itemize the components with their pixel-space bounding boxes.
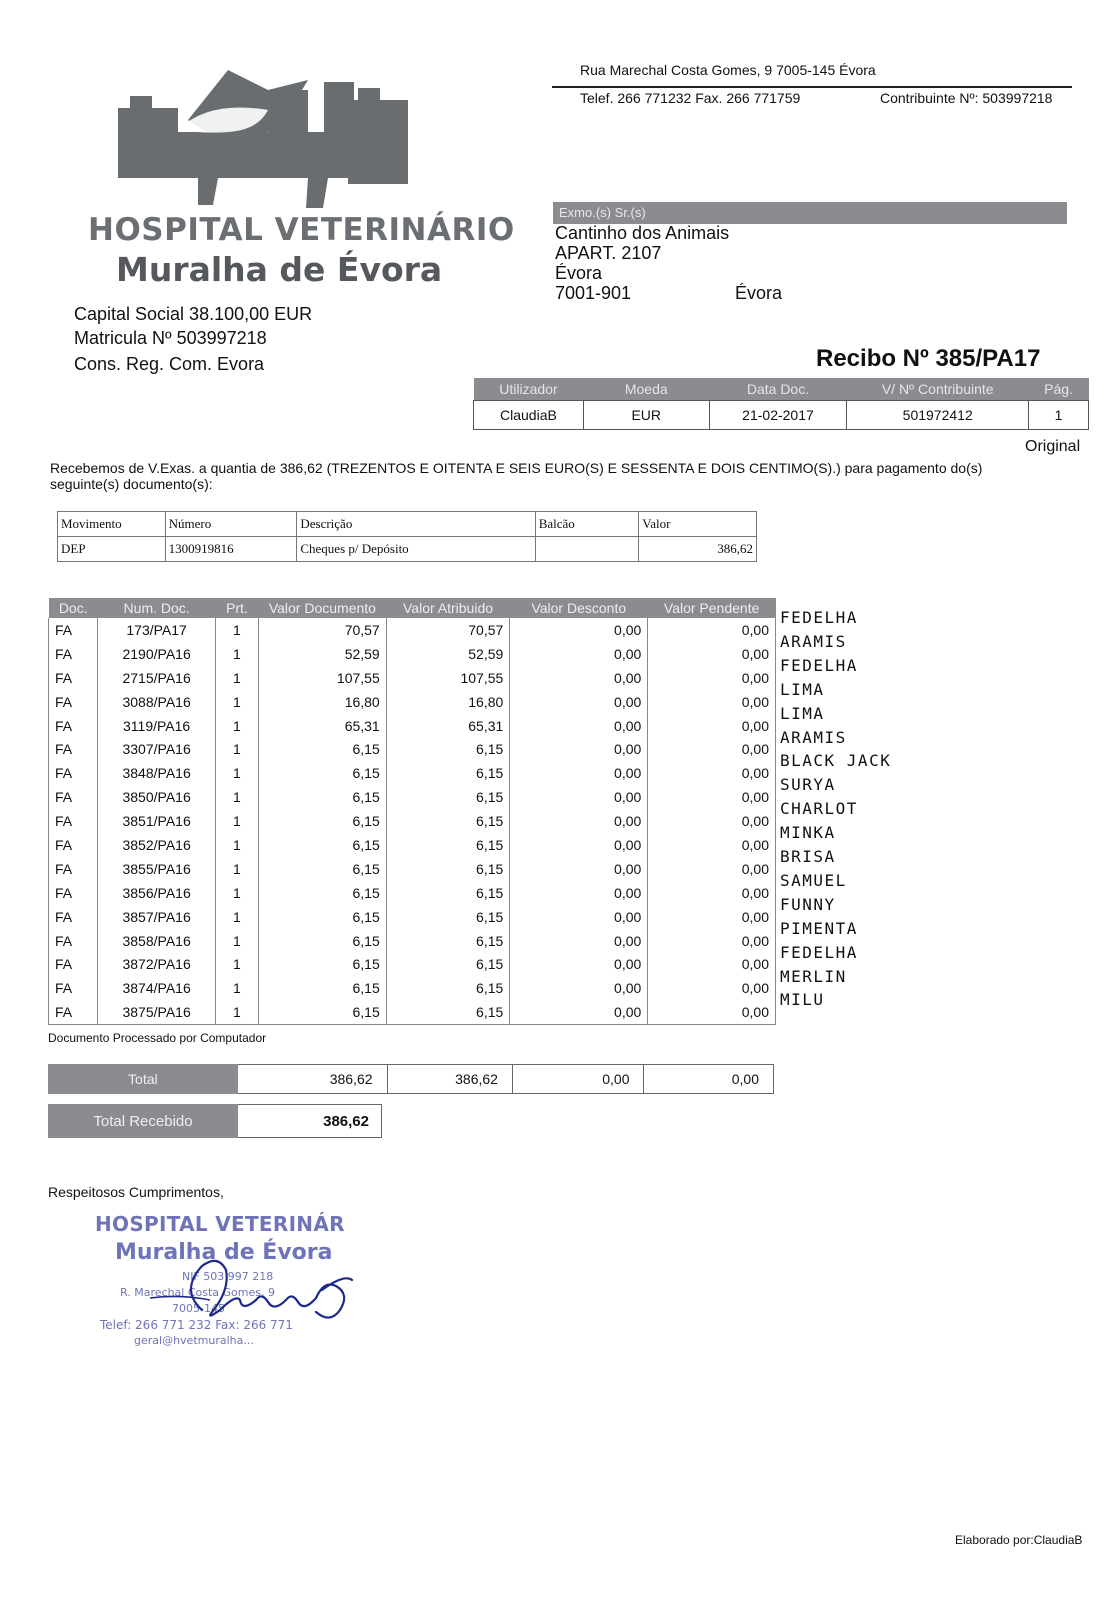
doc-prt: 1 bbox=[215, 809, 258, 833]
table-row bbox=[49, 1000, 776, 1024]
doc-type: FA bbox=[49, 642, 98, 666]
doc-number: 173/PA17 bbox=[98, 618, 215, 642]
movement-table bbox=[57, 511, 757, 562]
doc-header-num-doc: Num. Doc. bbox=[98, 598, 215, 618]
handwritten-pet-name: BRISA bbox=[780, 847, 836, 866]
doc-valor-atribuido: 70,57 bbox=[386, 618, 510, 642]
movement-tipo: DEP bbox=[58, 537, 166, 562]
table-row bbox=[49, 881, 776, 905]
company-name-line1: HOSPITAL VETERINÁRIO bbox=[88, 212, 515, 248]
doc-type: FA bbox=[49, 714, 98, 738]
doc-header-valor-documento: Valor Documento bbox=[259, 598, 387, 618]
doc-type: FA bbox=[49, 952, 98, 976]
doc-valor-desconto: 0,00 bbox=[510, 690, 648, 714]
doc-valor-documento: 6,15 bbox=[259, 952, 387, 976]
doc-valor-atribuido: 6,15 bbox=[386, 833, 510, 857]
totals-label: Total bbox=[49, 1065, 238, 1094]
documents-header-row bbox=[49, 598, 776, 618]
handwritten-pet-name: MERLIN bbox=[780, 966, 847, 986]
doc-prt: 1 bbox=[215, 666, 258, 690]
doc-type: FA bbox=[49, 809, 98, 833]
movement-numero: 1300919816 bbox=[165, 537, 297, 562]
doc-valor-pendente: 0,00 bbox=[648, 809, 776, 833]
client-postal-city: Évora bbox=[735, 283, 783, 303]
doc-valor-desconto: 0,00 bbox=[510, 857, 648, 881]
meta-header-utilizador: Utilizador bbox=[474, 378, 584, 401]
stamp-line1: HOSPITAL VETERINÁR bbox=[95, 1212, 345, 1236]
doc-header-valor-atribuido: Valor Atribuido bbox=[386, 598, 510, 618]
handwritten-pet-name: ARAMIS bbox=[780, 727, 847, 747]
doc-type: FA bbox=[49, 666, 98, 690]
doc-valor-documento: 6,15 bbox=[259, 785, 387, 809]
doc-valor-pendente: 0,00 bbox=[648, 737, 776, 761]
doc-valor-atribuido: 52,59 bbox=[386, 642, 510, 666]
doc-number: 3875/PA16 bbox=[98, 1000, 215, 1024]
doc-prt: 1 bbox=[215, 1000, 258, 1024]
stamp-line3: NIF 503 997 218 bbox=[182, 1270, 274, 1283]
doc-valor-desconto: 0,00 bbox=[510, 833, 648, 857]
totals-table bbox=[48, 1064, 774, 1094]
table-row bbox=[49, 952, 776, 976]
doc-prt: 1 bbox=[215, 642, 258, 666]
doc-valor-pendente: 0,00 bbox=[648, 881, 776, 905]
movement-valor: 386,62 bbox=[639, 537, 757, 562]
meta-header-pag: Pág. bbox=[1029, 378, 1089, 401]
table-row bbox=[49, 714, 776, 738]
doc-valor-documento: 6,15 bbox=[259, 761, 387, 785]
doc-valor-desconto: 0,00 bbox=[510, 642, 648, 666]
stamp-line7: geral@hvetmuralha... bbox=[134, 1334, 254, 1347]
doc-number: 2190/PA16 bbox=[98, 642, 215, 666]
elaborado-por: Elaborado por:ClaudiaB bbox=[955, 1533, 1083, 1547]
table-row bbox=[49, 785, 776, 809]
table-row bbox=[49, 857, 776, 881]
company-name-line2: Muralha de Évora bbox=[116, 250, 443, 289]
documents-table bbox=[48, 598, 776, 1025]
meta-header-data-doc: Data Doc. bbox=[709, 378, 847, 401]
table-row bbox=[49, 833, 776, 857]
totals-valor-atribuido: 386,62 bbox=[387, 1065, 512, 1094]
doc-number: 2715/PA16 bbox=[98, 666, 215, 690]
stamp-line6: Telef: 266 771 232 Fax: 266 771 bbox=[100, 1318, 293, 1332]
doc-number: 3850/PA16 bbox=[98, 785, 215, 809]
doc-valor-documento: 6,15 bbox=[259, 809, 387, 833]
doc-valor-atribuido: 6,15 bbox=[386, 761, 510, 785]
signature-icon bbox=[140, 1250, 360, 1330]
doc-valor-desconto: 0,00 bbox=[510, 952, 648, 976]
doc-prt: 1 bbox=[215, 785, 258, 809]
doc-type: FA bbox=[49, 690, 98, 714]
hospital-logo-icon bbox=[118, 60, 418, 210]
client-address: APART. 2107 bbox=[555, 243, 662, 263]
receipt-intro-text: Recebemos de V.Exas. a quantia de 386,62 (TREZENTOS E OITENTA E SEIS EURO(S) E SESSENTA E DOIS CENTIMO(S).) para pagamento do(s) seguinte(s) documento(s): bbox=[50, 460, 983, 492]
company-address: Rua Marechal Costa Gomes, 9 7005-145 Évora bbox=[580, 62, 876, 78]
table-row bbox=[49, 761, 776, 785]
total-recebido-table bbox=[48, 1104, 382, 1138]
doc-header-doc: Doc. bbox=[49, 598, 98, 618]
doc-prt: 1 bbox=[215, 737, 258, 761]
doc-valor-desconto: 0,00 bbox=[510, 666, 648, 690]
doc-valor-pendente: 0,00 bbox=[648, 761, 776, 785]
doc-valor-atribuido: 6,15 bbox=[386, 785, 510, 809]
handwritten-pet-name: MINKA bbox=[780, 823, 836, 843]
doc-valor-atribuido: 6,15 bbox=[386, 905, 510, 929]
doc-valor-documento: 107,55 bbox=[259, 666, 387, 690]
movement-descricao: Cheques p/ Depósito bbox=[297, 537, 535, 562]
processed-note: Documento Processado por Computador bbox=[48, 1031, 267, 1045]
doc-prt: 1 bbox=[215, 976, 258, 1000]
doc-type: FA bbox=[49, 833, 98, 857]
doc-prt: 1 bbox=[215, 714, 258, 738]
client-city: Évora bbox=[555, 263, 603, 283]
handwritten-pet-name: FUNNY bbox=[780, 894, 836, 914]
table-row bbox=[49, 809, 776, 833]
doc-number: 3088/PA16 bbox=[98, 690, 215, 714]
doc-valor-desconto: 0,00 bbox=[510, 809, 648, 833]
doc-valor-pendente: 0,00 bbox=[648, 690, 776, 714]
total-recebido-value: 386,62 bbox=[238, 1105, 382, 1138]
meta-data-doc: 21-02-2017 bbox=[709, 401, 847, 430]
doc-type: FA bbox=[49, 618, 98, 642]
doc-valor-atribuido: 6,15 bbox=[386, 976, 510, 1000]
doc-valor-desconto: 0,00 bbox=[510, 785, 648, 809]
totals-valor-pendente: 0,00 bbox=[644, 1065, 774, 1094]
cons-reg: Cons. Reg. Com. Evora bbox=[74, 354, 265, 374]
doc-valor-atribuido: 6,15 bbox=[386, 952, 510, 976]
handwritten-pet-name: LIMA bbox=[780, 703, 825, 723]
doc-type: FA bbox=[49, 1000, 98, 1024]
receipt-meta-table bbox=[473, 378, 1089, 430]
doc-valor-pendente: 0,00 bbox=[648, 952, 776, 976]
doc-type: FA bbox=[49, 761, 98, 785]
doc-valor-documento: 70,57 bbox=[259, 618, 387, 642]
doc-type: FA bbox=[49, 785, 98, 809]
doc-valor-pendente: 0,00 bbox=[648, 929, 776, 953]
doc-valor-pendente: 0,00 bbox=[648, 976, 776, 1000]
receipt-meta-value-row bbox=[474, 401, 1089, 430]
meta-contribuinte: 501972412 bbox=[847, 401, 1029, 430]
matricula: Matricula Nº 503997218 bbox=[74, 328, 267, 348]
doc-valor-documento: 6,15 bbox=[259, 1000, 387, 1024]
handwritten-pet-name: FEDELHA bbox=[780, 942, 858, 962]
doc-number: 3857/PA16 bbox=[98, 905, 215, 929]
doc-number: 3851/PA16 bbox=[98, 809, 215, 833]
stamp-line4: R. Marechal Costa Gomes, 9 bbox=[120, 1286, 275, 1299]
doc-valor-atribuido: 6,15 bbox=[386, 1000, 510, 1024]
table-row bbox=[49, 737, 776, 761]
handwritten-pet-name: LIMA bbox=[780, 679, 825, 699]
doc-valor-documento: 16,80 bbox=[259, 690, 387, 714]
doc-prt: 1 bbox=[215, 905, 258, 929]
doc-prt: 1 bbox=[215, 618, 258, 642]
doc-valor-pendente: 0,00 bbox=[648, 642, 776, 666]
doc-prt: 1 bbox=[215, 857, 258, 881]
handwritten-pet-name: MILU bbox=[780, 990, 825, 1010]
movement-header-valor: Valor bbox=[639, 512, 757, 537]
meta-header-contribuinte: V/ Nº Contribuinte bbox=[847, 378, 1029, 401]
table-row bbox=[49, 618, 776, 642]
doc-valor-pendente: 0,00 bbox=[648, 905, 776, 929]
doc-prt: 1 bbox=[215, 929, 258, 953]
doc-valor-pendente: 0,00 bbox=[648, 618, 776, 642]
doc-valor-desconto: 0,00 bbox=[510, 714, 648, 738]
doc-valor-atribuido: 107,55 bbox=[386, 666, 510, 690]
doc-number: 3874/PA16 bbox=[98, 976, 215, 1000]
doc-valor-desconto: 0,00 bbox=[510, 976, 648, 1000]
handwritten-pet-name: PIMENTA bbox=[780, 918, 858, 938]
company-contribuinte: Contribuinte Nº: 503997218 bbox=[880, 90, 1053, 106]
doc-number: 3855/PA16 bbox=[98, 857, 215, 881]
doc-number: 3848/PA16 bbox=[98, 761, 215, 785]
doc-number: 3856/PA16 bbox=[98, 881, 215, 905]
meta-moeda: EUR bbox=[583, 401, 709, 430]
doc-valor-atribuido: 6,15 bbox=[386, 881, 510, 905]
doc-valor-documento: 6,15 bbox=[259, 833, 387, 857]
doc-valor-documento: 6,15 bbox=[259, 737, 387, 761]
movement-header-numero: Número bbox=[165, 512, 297, 537]
receipt-meta-header-row bbox=[474, 378, 1089, 401]
doc-number: 3307/PA16 bbox=[98, 737, 215, 761]
receipt-title: Recibo Nº 385/PA17 bbox=[816, 345, 1041, 372]
movement-header-row bbox=[58, 512, 757, 537]
doc-valor-pendente: 0,00 bbox=[648, 833, 776, 857]
table-row bbox=[49, 642, 776, 666]
client-label-bar: Exmo.(s) Sr.(s) bbox=[553, 202, 1067, 224]
movement-balcao bbox=[535, 537, 639, 562]
doc-valor-atribuido: 6,15 bbox=[386, 857, 510, 881]
doc-valor-documento: 65,31 bbox=[259, 714, 387, 738]
doc-valor-pendente: 0,00 bbox=[648, 1000, 776, 1024]
doc-valor-atribuido: 6,15 bbox=[386, 929, 510, 953]
table-row bbox=[49, 690, 776, 714]
doc-valor-atribuido: 65,31 bbox=[386, 714, 510, 738]
doc-valor-desconto: 0,00 bbox=[510, 761, 648, 785]
movement-header-movimento: Movimento bbox=[58, 512, 166, 537]
doc-prt: 1 bbox=[215, 952, 258, 976]
doc-valor-documento: 6,15 bbox=[259, 857, 387, 881]
doc-valor-documento: 6,15 bbox=[259, 929, 387, 953]
handwritten-pet-name: BLACK JACK bbox=[780, 751, 892, 771]
doc-number: 3119/PA16 bbox=[98, 714, 215, 738]
handwritten-pet-name: SURYA bbox=[780, 775, 836, 795]
movement-header-balcao: Balcão bbox=[535, 512, 639, 537]
doc-valor-pendente: 0,00 bbox=[648, 785, 776, 809]
handwritten-pet-name: CHARLOT bbox=[780, 799, 858, 819]
doc-valor-documento: 6,15 bbox=[259, 976, 387, 1000]
client-postal-code: 7001-901 bbox=[555, 283, 632, 303]
doc-type: FA bbox=[49, 857, 98, 881]
client-name: Cantinho dos Animais bbox=[555, 223, 730, 243]
stamp-line5: 7005-145 bbox=[172, 1302, 225, 1315]
totals-valor-documento: 386,62 bbox=[237, 1065, 387, 1094]
meta-pag: 1 bbox=[1029, 401, 1089, 430]
company-tel-fax: Telef. 266 771232 Fax. 266 771759 bbox=[580, 90, 801, 106]
copy-type: Original bbox=[1025, 438, 1081, 455]
totals-valor-desconto: 0,00 bbox=[512, 1065, 644, 1094]
handwritten-pet-name: ARAMIS bbox=[780, 631, 847, 651]
meta-utilizador: ClaudiaB bbox=[474, 401, 584, 430]
doc-valor-desconto: 0,00 bbox=[510, 929, 648, 953]
total-recebido-row bbox=[49, 1105, 382, 1138]
handwritten-pet-name: FEDELHA bbox=[780, 655, 858, 675]
capital-social: Capital Social 38.100,00 EUR bbox=[74, 304, 313, 324]
table-row bbox=[49, 666, 776, 690]
doc-valor-atribuido: 6,15 bbox=[386, 737, 510, 761]
doc-valor-atribuido: 16,80 bbox=[386, 690, 510, 714]
doc-type: FA bbox=[49, 881, 98, 905]
table-row bbox=[49, 976, 776, 1000]
header-divider bbox=[552, 86, 1072, 88]
doc-type: FA bbox=[49, 929, 98, 953]
doc-header-prt: Prt. bbox=[215, 598, 258, 618]
totals-row bbox=[49, 1065, 774, 1094]
stamp-line2: Muralha de Évora bbox=[115, 1240, 333, 1265]
movement-row bbox=[58, 537, 757, 562]
table-row bbox=[49, 905, 776, 929]
doc-header-valor-pendente: Valor Pendente bbox=[648, 598, 776, 618]
doc-type: FA bbox=[49, 905, 98, 929]
total-recebido-label: Total Recebido bbox=[49, 1105, 238, 1138]
doc-prt: 1 bbox=[215, 833, 258, 857]
doc-number: 3852/PA16 bbox=[98, 833, 215, 857]
movement-header-descricao: Descrição bbox=[297, 512, 535, 537]
doc-valor-pendente: 0,00 bbox=[648, 666, 776, 690]
doc-number: 3872/PA16 bbox=[98, 952, 215, 976]
table-row bbox=[49, 929, 776, 953]
doc-valor-pendente: 0,00 bbox=[648, 714, 776, 738]
handwritten-pet-name: FEDELHA bbox=[780, 608, 858, 627]
doc-valor-desconto: 0,00 bbox=[510, 905, 648, 929]
doc-valor-atribuido: 6,15 bbox=[386, 809, 510, 833]
meta-header-moeda: Moeda bbox=[583, 378, 709, 401]
doc-prt: 1 bbox=[215, 761, 258, 785]
doc-number: 3858/PA16 bbox=[98, 929, 215, 953]
doc-prt: 1 bbox=[215, 881, 258, 905]
doc-valor-documento: 52,59 bbox=[259, 642, 387, 666]
doc-valor-documento: 6,15 bbox=[259, 905, 387, 929]
doc-type: FA bbox=[49, 737, 98, 761]
doc-type: FA bbox=[49, 976, 98, 1000]
doc-valor-documento: 6,15 bbox=[259, 881, 387, 905]
doc-header-valor-desconto: Valor Desconto bbox=[510, 598, 648, 618]
doc-prt: 1 bbox=[215, 690, 258, 714]
doc-valor-desconto: 0,00 bbox=[510, 881, 648, 905]
closing-text: Respeitosos Cumprimentos, bbox=[48, 1184, 224, 1200]
doc-valor-pendente: 0,00 bbox=[648, 857, 776, 881]
doc-valor-desconto: 0,00 bbox=[510, 618, 648, 642]
doc-valor-desconto: 0,00 bbox=[510, 737, 648, 761]
handwritten-pet-name: SAMUEL bbox=[780, 870, 847, 890]
doc-valor-desconto: 0,00 bbox=[510, 1000, 648, 1024]
